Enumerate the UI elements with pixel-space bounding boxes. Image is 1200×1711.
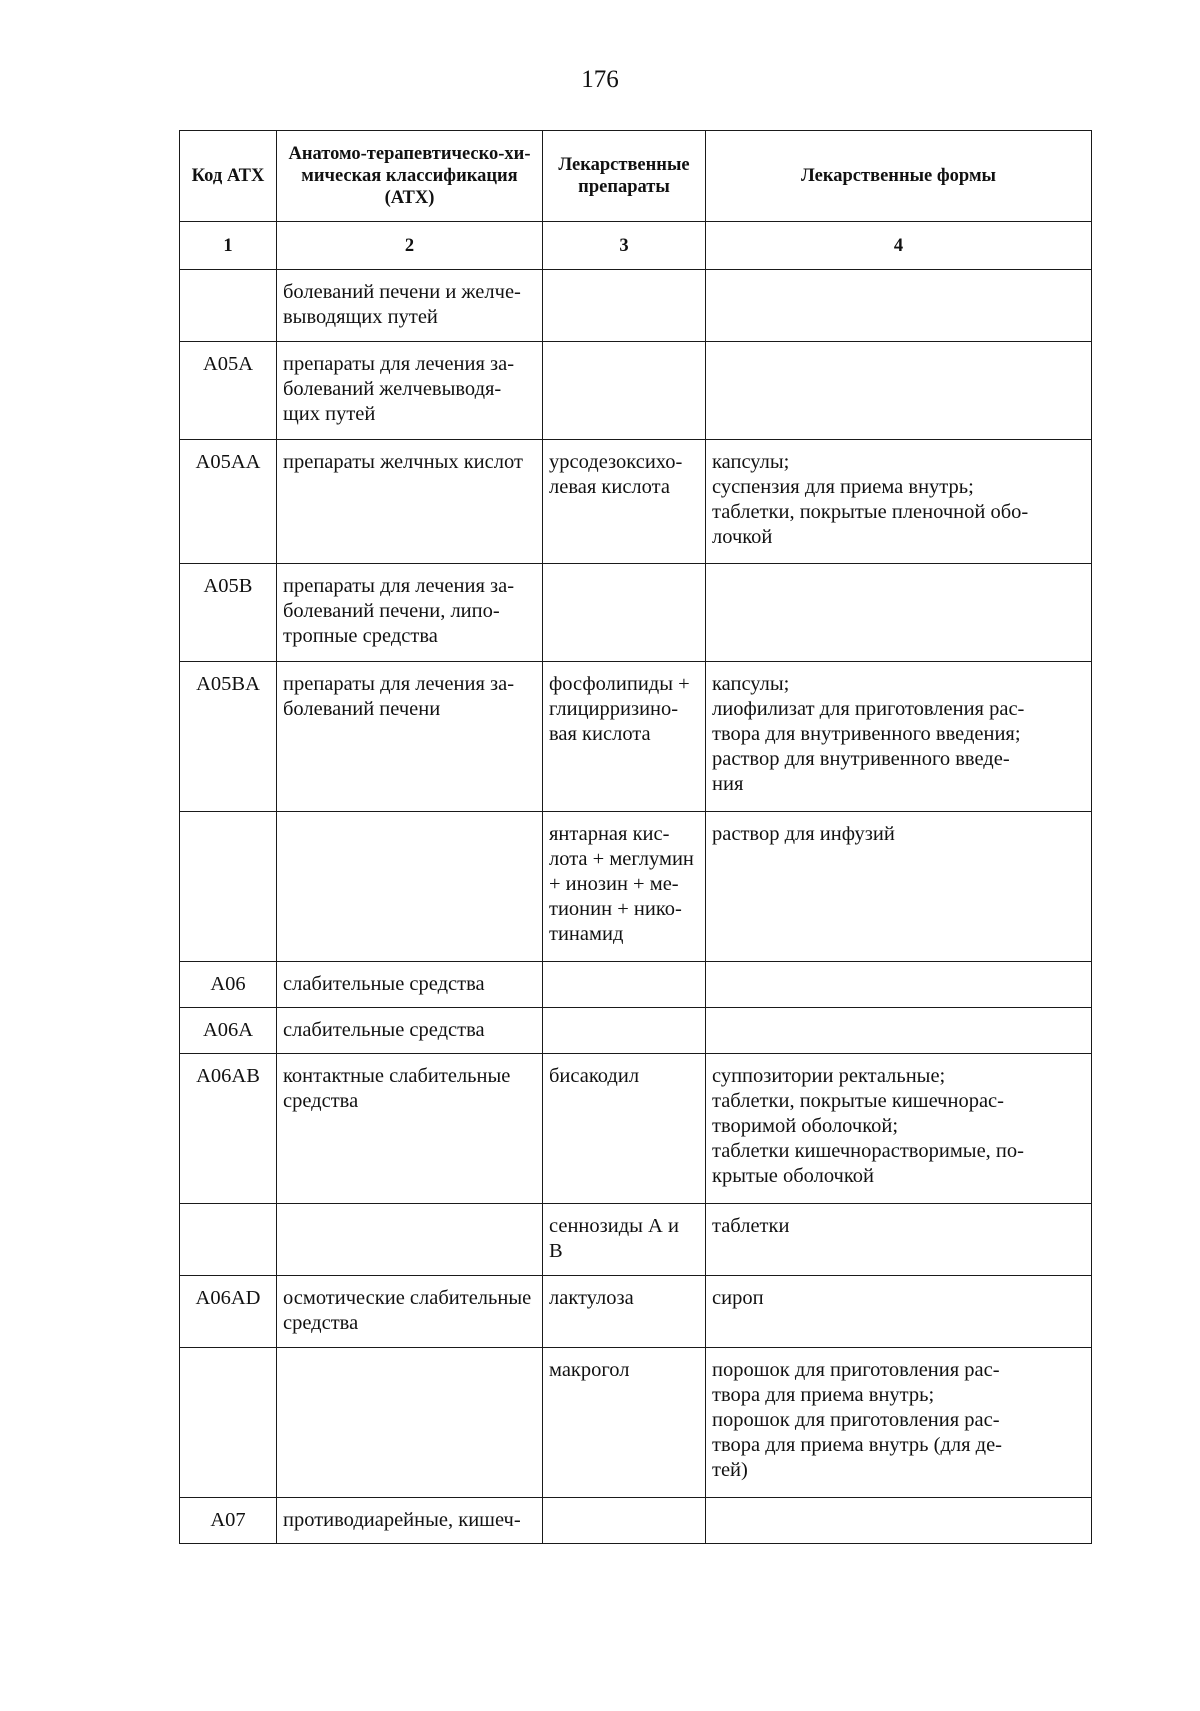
- cell-dosage-forms: [706, 564, 1092, 662]
- cell-dosage-forms: таблетки: [706, 1204, 1092, 1276]
- table-row: [180, 342, 1092, 440]
- cell-classification: препараты для лечения за- болеваний печени: [277, 662, 543, 812]
- cell-atc-code: A05BA: [180, 662, 277, 812]
- cell-atc-code: [180, 1204, 277, 1276]
- cell-dosage-forms: [706, 342, 1092, 440]
- cell-classification: контактные слабительные средства: [277, 1054, 543, 1204]
- cell-atc-code: A06AD: [180, 1276, 277, 1348]
- cell-dosage-forms: раствор для инфузий: [706, 812, 1092, 962]
- cell-classification: [277, 1204, 543, 1276]
- table-row: [180, 270, 1092, 342]
- atc-drug-table: [179, 130, 1092, 1544]
- cell-atc-code: A06AB: [180, 1054, 277, 1204]
- table-row: [180, 440, 1092, 564]
- cell-dosage-forms: порошок для приготовления рас- твора для приема внутрь; порошок для приготовления рас- твора для приема внутрь (для де- тей): [706, 1348, 1092, 1498]
- column-number: 3: [543, 222, 706, 270]
- cell-dosage-forms: [706, 270, 1092, 342]
- cell-atc-code: A06A: [180, 1008, 277, 1054]
- cell-dosage-forms: капсулы; лиофилизат для приготовления рас- твора для внутривенного введения; раствор для внутривенного введе- ния: [706, 662, 1092, 812]
- cell-atc-code: A07: [180, 1498, 277, 1544]
- cell-classification: слабительные средства: [277, 1008, 543, 1054]
- cell-drugs: лактулоза: [543, 1276, 706, 1348]
- cell-drugs: янтарная кис- лота + меглумин + инозин + ме- тионин + нико- тинамид: [543, 812, 706, 962]
- table-row: [180, 1054, 1092, 1204]
- cell-atc-code: [180, 812, 277, 962]
- cell-atc-code: A06: [180, 962, 277, 1008]
- header-drugs: Лекарственные препараты: [543, 131, 706, 222]
- cell-drugs: [543, 1008, 706, 1054]
- table-row: [180, 1348, 1092, 1498]
- cell-dosage-forms: [706, 1498, 1092, 1544]
- cell-atc-code: A05B: [180, 564, 277, 662]
- table-row: [180, 1498, 1092, 1544]
- table-row: [180, 1204, 1092, 1276]
- cell-drugs: сеннозиды А и В: [543, 1204, 706, 1276]
- column-number: 2: [277, 222, 543, 270]
- cell-classification: слабительные средства: [277, 962, 543, 1008]
- table-row: [180, 1276, 1092, 1348]
- header-dosage-forms: Лекарственные формы: [706, 131, 1092, 222]
- cell-dosage-forms: [706, 962, 1092, 1008]
- cell-atc-code: A05A: [180, 342, 277, 440]
- header-classification: Анатомо-терапевтическо-хи- мическая классификация (АТХ): [277, 131, 543, 222]
- cell-drugs: [543, 1498, 706, 1544]
- table-row: [180, 962, 1092, 1008]
- cell-classification: препараты желчных кислот: [277, 440, 543, 564]
- table-row: [180, 812, 1092, 962]
- cell-dosage-forms: [706, 1008, 1092, 1054]
- cell-classification: [277, 812, 543, 962]
- column-number-row: [180, 222, 1092, 270]
- cell-classification: болеваний печени и желче- выводящих путей: [277, 270, 543, 342]
- header-atc-code: Код АТХ: [180, 131, 277, 222]
- table-header-row: [180, 131, 1092, 222]
- cell-drugs: [543, 270, 706, 342]
- cell-classification: противодиарейные, кишеч-: [277, 1498, 543, 1544]
- cell-classification: [277, 1348, 543, 1498]
- table-row: [180, 662, 1092, 812]
- cell-drugs: [543, 962, 706, 1008]
- cell-dosage-forms: сироп: [706, 1276, 1092, 1348]
- cell-drugs: макрогол: [543, 1348, 706, 1498]
- cell-drugs: [543, 342, 706, 440]
- cell-atc-code: [180, 1348, 277, 1498]
- cell-atc-code: [180, 270, 277, 342]
- page-number: 176: [581, 66, 619, 93]
- cell-classification: осмотические слабительные средства: [277, 1276, 543, 1348]
- cell-drugs: [543, 564, 706, 662]
- cell-drugs: фосфолипиды + глицирризино- вая кислота: [543, 662, 706, 812]
- table-row: [180, 1008, 1092, 1054]
- cell-dosage-forms: суппозитории ректальные; таблетки, покрытые кишечнорас- творимой оболочкой; таблетки кишечнорастворимые, по- крытые оболочкой: [706, 1054, 1092, 1204]
- column-number: 4: [706, 222, 1092, 270]
- cell-classification: препараты для лечения за- болеваний желчевыводя- щих путей: [277, 342, 543, 440]
- cell-classification: препараты для лечения за- болеваний печени, липо- тропные средства: [277, 564, 543, 662]
- column-number: 1: [180, 222, 277, 270]
- cell-dosage-forms: капсулы; суспензия для приема внутрь; таблетки, покрытые пленочной обо- лочкой: [706, 440, 1092, 564]
- cell-atc-code: A05AA: [180, 440, 277, 564]
- cell-drugs: урсодезоксихо- левая кислота: [543, 440, 706, 564]
- table-row: [180, 564, 1092, 662]
- cell-drugs: бисакодил: [543, 1054, 706, 1204]
